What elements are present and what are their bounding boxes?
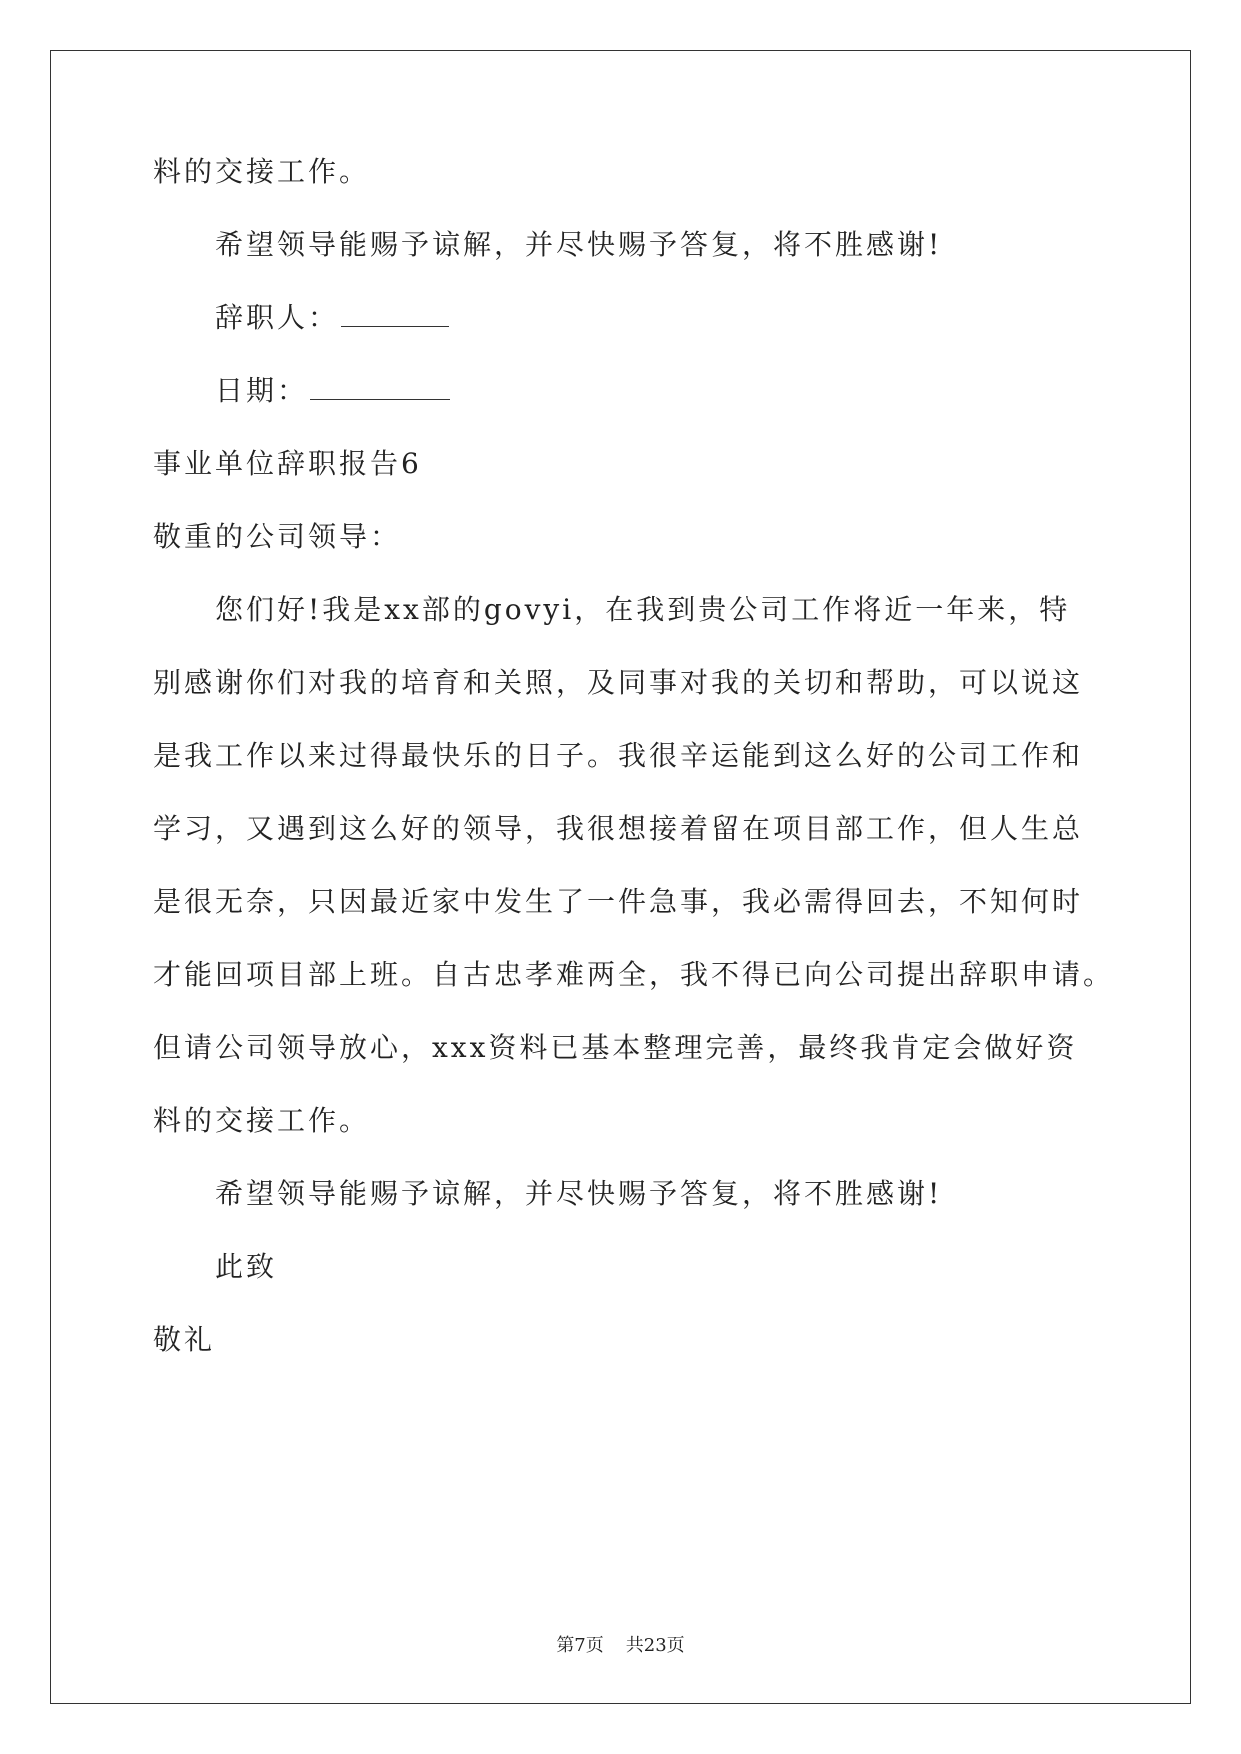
date-label: 日期： xyxy=(215,374,309,407)
page-total: 共23页 xyxy=(625,1635,685,1656)
text-line: 别感谢你们对我的培育和关照，及同事对我的关切和帮助，可以说这 xyxy=(153,666,1084,699)
text-line: 但请公司领导放心，xxx资料已基本整理完善，最终我肯定会做好资 xyxy=(153,1031,1078,1064)
section-title: 事业单位辞职报告6 xyxy=(153,447,422,480)
text-line: 希望领导能赐予谅解，并尽快赐予答复，将不胜感谢! xyxy=(215,228,943,261)
closing-line: 此致 xyxy=(215,1250,278,1283)
text-line: 是很无奈，只因最近家中发生了一件急事，我必需得回去，不知何时 xyxy=(153,885,1084,918)
resigner-label: 辞职人： xyxy=(215,301,340,334)
resigner-blank xyxy=(341,298,449,327)
text-line: 是我工作以来过得最快乐的日子。我很辛运能到这么好的公司工作和 xyxy=(153,739,1084,772)
page-footer xyxy=(0,1631,1241,1657)
date-line xyxy=(215,371,450,411)
regards-line: 敬礼 xyxy=(153,1323,216,1356)
text-line: 料的交接工作。 xyxy=(153,155,371,188)
salutation: 敬重的公司领导： xyxy=(153,520,402,553)
text-line: 料的交接工作。 xyxy=(153,1104,371,1137)
text-line: 希望领导能赐予谅解，并尽快赐予答复，将不胜感谢! xyxy=(215,1177,943,1210)
text-line: 您们好!我是xx部的govyi，在我到贵公司工作将近一年来，特 xyxy=(215,593,1071,626)
text-line: 才能回项目部上班。自古忠孝难两全，我不得已向公司提出辞职申请。 xyxy=(153,958,1115,991)
text-line: 学习，又遇到这么好的领导，我很想接着留在项目部工作，但人生总 xyxy=(153,812,1084,845)
page-current: 第7页 xyxy=(556,1635,604,1656)
resigner-line xyxy=(215,298,449,338)
date-blank xyxy=(310,371,450,400)
